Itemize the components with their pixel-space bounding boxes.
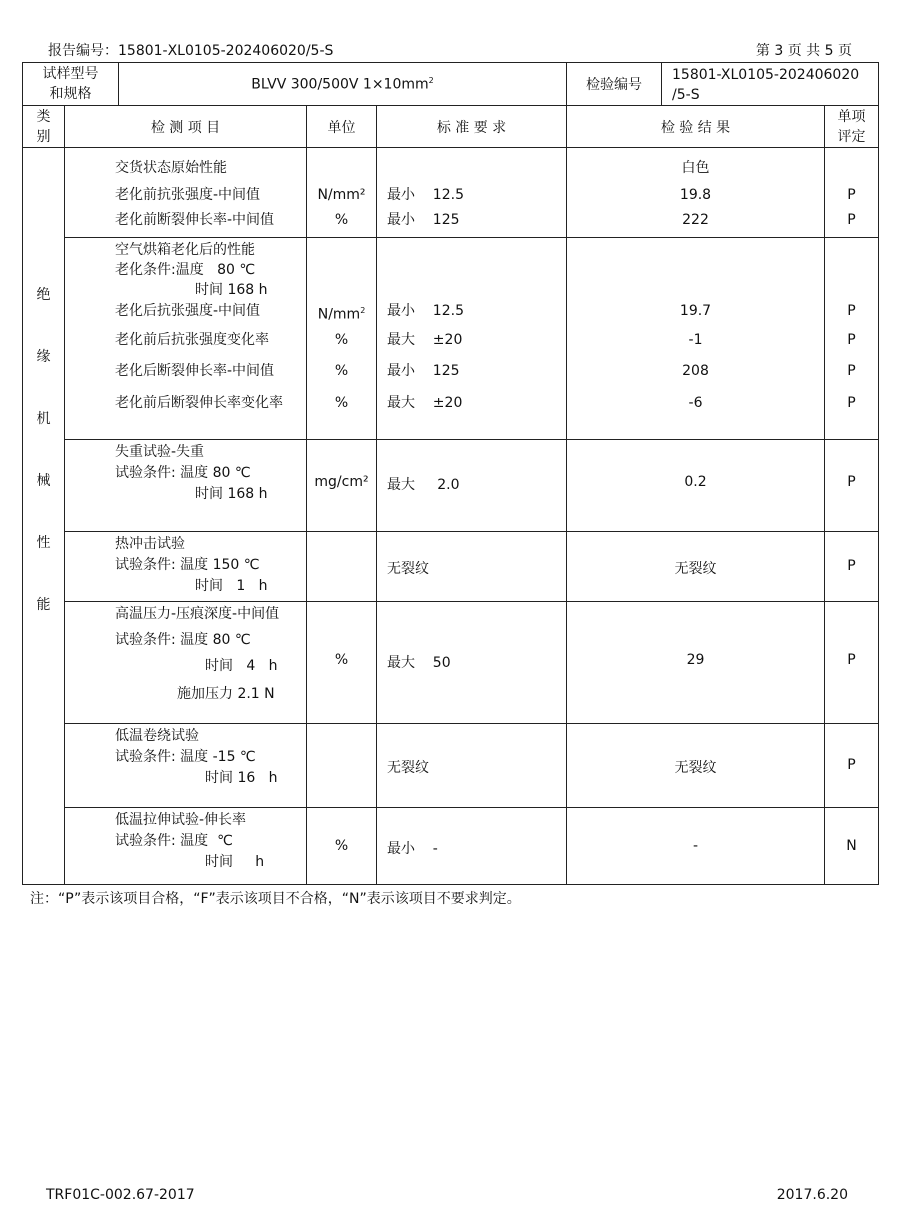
form-date: 2017.6.20 [776, 1187, 848, 1203]
result-cell [567, 238, 825, 440]
result-cell [567, 440, 825, 532]
page-info: 第 3 页 共 5 页 [755, 43, 852, 59]
result-value: 无裂纹 [674, 561, 717, 577]
evaluation-value: P [847, 303, 856, 319]
item-condition: 试验条件: 温度 80 ℃ [115, 632, 251, 648]
category-char: 绝 [36, 287, 51, 303]
col-header-result: 检 验 结 果 [567, 106, 825, 148]
unit-cell [307, 602, 377, 724]
evaluation-value: P [847, 652, 856, 668]
item-cell [65, 148, 307, 238]
item-title: 失重试验-失重 [115, 444, 205, 460]
item-cell [65, 238, 307, 440]
evaluation-value: N [846, 838, 857, 854]
standard-cell [377, 532, 567, 602]
footnote: 注：“P”表示该项目合格，“F”表示该项目不合格，“N”表示该项目不要求判定。 [30, 891, 521, 907]
inspect-no-line2: /5-S [672, 87, 700, 103]
unit-cell [307, 148, 377, 238]
evaluation-value: P [847, 187, 856, 203]
item-condition: 施加压力 2.1 N [177, 686, 275, 702]
category-char: 性 [36, 535, 51, 551]
report-number [48, 40, 333, 60]
unit-value: % [334, 212, 349, 228]
result-cell [567, 808, 825, 885]
result-value: 19.7 [679, 303, 712, 319]
col-header-standard: 标 准 要 求 [377, 106, 567, 148]
col-header-unit: 单位 [307, 106, 377, 148]
unit-value: mg/cm² [314, 474, 369, 490]
item-condition: 时间 16 h [205, 770, 278, 786]
table-row [23, 148, 879, 238]
standard-value: 最大 ±20 [387, 332, 463, 348]
result-value: - [692, 838, 699, 854]
report-number-value: 15801-XL0105-202406020/5-S [118, 43, 334, 59]
col-header-category [23, 106, 65, 148]
col-header-item: 检 测 项 目 [65, 106, 307, 148]
standard-cell [377, 602, 567, 724]
item-cell [65, 724, 307, 808]
evaluation-value: P [847, 212, 856, 228]
standard-value: 无裂纹 [387, 760, 429, 776]
evaluation-value: P [847, 395, 856, 411]
standard-value: 最小 12.5 [387, 303, 464, 319]
item-line: 老化前后抗张强度变化率 [115, 332, 269, 348]
evaluation-value: P [847, 363, 856, 379]
item-line: 老化前断裂伸长率-中间值 [115, 212, 275, 228]
report-number-label: 报告编号： [48, 43, 118, 59]
unit-cell [307, 808, 377, 885]
result-cell [567, 602, 825, 724]
standard-cell [377, 440, 567, 532]
result-value: -1 [688, 332, 703, 348]
item-line: 老化前抗张强度-中间值 [115, 187, 261, 203]
item-title: 高温压力-压痕深度-中间值 [115, 606, 280, 622]
col-header-category-1: 类 [36, 108, 51, 125]
evaluation-cell [825, 238, 879, 440]
item-line: 老化后抗张强度-中间值 [115, 303, 261, 319]
result-cell [567, 532, 825, 602]
item-condition: 时间 1 h [195, 578, 268, 594]
item-cell [65, 808, 307, 885]
standard-value: 最小 125 [387, 363, 460, 379]
unit-value: N/mm² [317, 187, 366, 203]
unit-value: % [334, 363, 349, 379]
unit-value: % [334, 652, 349, 668]
form-number: TRF01C-002.67-2017 [46, 1187, 195, 1203]
standard-value: 最大 2.0 [387, 477, 460, 493]
item-cell [65, 532, 307, 602]
unit-cell [307, 724, 377, 808]
evaluation-cell [825, 440, 879, 532]
inspect-no-label: 检验编号 [586, 77, 643, 93]
sample-value: BLVV 300/500V 1×10mm [251, 76, 429, 93]
table-row [23, 602, 879, 724]
sample-label-line1: 试样型号 [42, 66, 99, 82]
standard-value: 最小 12.5 [387, 187, 464, 203]
result-title: 白色 [681, 160, 710, 176]
sample-label-line2: 和规格 [49, 86, 92, 102]
category-char: 能 [36, 597, 51, 613]
item-line: 老化前后断裂伸长率变化率 [115, 395, 283, 411]
result-value: 29 [686, 652, 705, 668]
item-condition: 试验条件: 温度 150 ℃ [115, 557, 260, 573]
result-value: 无裂纹 [674, 760, 717, 776]
col-header-category-2: 别 [36, 128, 51, 145]
table-row [23, 238, 879, 440]
item-condition: 试验条件: 温度 ℃ [115, 833, 233, 849]
evaluation-cell [825, 532, 879, 602]
unit-text: N/mm [317, 306, 361, 323]
item-cell [65, 602, 307, 724]
evaluation-cell [825, 148, 879, 238]
table-row [23, 532, 879, 602]
item-condition: 试验条件: 温度 80 ℃ [115, 465, 251, 481]
column-header-row [23, 106, 879, 148]
inspect-no-line1: 15801-XL0105-202406020 [672, 67, 860, 83]
standard-cell [377, 238, 567, 440]
inspect-no-cell [662, 63, 879, 106]
result-cell [567, 724, 825, 808]
item-title: 低温拉伸试验-伸长率 [115, 812, 247, 828]
standard-cell [377, 724, 567, 808]
col-header-evaluation-2: 评定 [837, 128, 866, 145]
item-title: 空气烘箱老化后的性能 [115, 242, 255, 258]
evaluation-value: P [847, 474, 856, 490]
unit-value: % [334, 838, 349, 854]
category-char: 机 [36, 411, 51, 427]
sample-value-sup: 2 [428, 75, 434, 85]
unit-value: % [334, 395, 349, 411]
item-title: 交货状态原始性能 [115, 160, 227, 176]
sample-info-row [23, 63, 879, 106]
unit-cell [307, 532, 377, 602]
standard-cell [377, 148, 567, 238]
test-report-table [22, 62, 879, 885]
standard-value: 无裂纹 [387, 561, 429, 577]
evaluation-value: P [847, 558, 856, 574]
inspect-no-label-cell [567, 63, 662, 106]
unit-value [307, 301, 376, 330]
evaluation-value: P [847, 757, 856, 773]
item-cell [65, 440, 307, 532]
result-value: 208 [682, 363, 709, 379]
result-value: 19.8 [679, 187, 712, 203]
category-char: 缘 [36, 349, 51, 365]
item-condition: 试验条件: 温度 -15 ℃ [115, 749, 256, 765]
item-condition: 老化条件:温度 80 ℃ [115, 262, 256, 278]
evaluation-value: P [847, 332, 856, 348]
standard-cell [377, 808, 567, 885]
category-char: 械 [36, 473, 51, 489]
result-value: -6 [688, 395, 703, 411]
result-value: 0.2 [684, 474, 707, 490]
sample-value-cell [119, 63, 567, 106]
evaluation-cell [825, 602, 879, 724]
unit-cell [307, 440, 377, 532]
item-title: 低温卷绕试验 [115, 728, 199, 744]
standard-value: 最大 50 [387, 655, 451, 671]
table-row [23, 808, 879, 885]
item-condition: 时间 168 h [195, 486, 268, 502]
table-row [23, 440, 879, 532]
evaluation-cell [825, 808, 879, 885]
unit-sup: 2 [360, 306, 366, 315]
sample-label-cell [23, 63, 119, 106]
item-condition: 时间 168 h [195, 282, 268, 298]
evaluation-cell [825, 724, 879, 808]
item-title: 热冲击试验 [115, 536, 185, 552]
standard-value: 最小 - [387, 841, 438, 857]
item-line: 老化后断裂伸长率-中间值 [115, 363, 275, 379]
unit-value: % [334, 332, 349, 348]
item-condition: 时间 4 h [205, 658, 278, 674]
table-row [23, 724, 879, 808]
result-value: 222 [682, 212, 709, 228]
col-header-evaluation-1: 单项 [837, 108, 866, 125]
item-condition: 时间 h [205, 854, 265, 870]
standard-value: 最大 ±20 [387, 395, 463, 411]
category-cell [23, 148, 65, 885]
result-cell [567, 148, 825, 238]
standard-value: 最小 125 [387, 212, 460, 228]
col-header-evaluation [825, 106, 879, 148]
unit-cell [307, 238, 377, 440]
